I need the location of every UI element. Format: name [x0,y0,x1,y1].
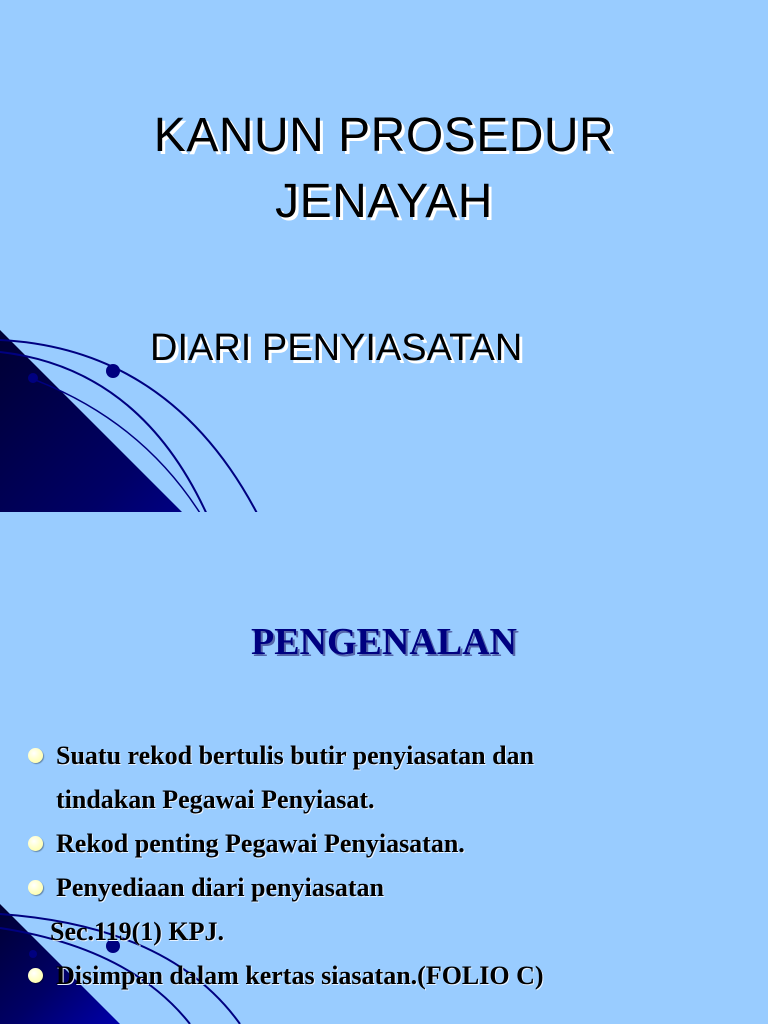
bullet-text: Suatu rekod bertulis butir penyiasatan dan [56,741,535,770]
bullet-item [28,954,748,998]
bullet-item [28,822,748,866]
bullet-text: tindakan Pegawai Penyiasat. [56,785,375,814]
bullet-list [28,734,748,998]
slide-subtitle: DIARI PENYIASATAN [150,327,523,369]
bullet-dot-icon [28,968,43,983]
content-slide [0,576,768,1024]
bullet-item [28,866,748,910]
bullet-dot-icon [28,748,43,763]
slide-title-line-1: KANUN PROSEDUR [153,109,615,162]
arc-dot [28,373,38,383]
bullet-dot-icon [28,836,43,851]
bullet-continuation [28,910,748,954]
bullet-text: Sec.119(1) KPJ. [50,917,225,946]
bullet-item [28,734,748,778]
bullet-text: Penyediaan diari penyiasatan [56,873,384,902]
bullet-continuation [28,778,748,822]
slide-title-line-2: JENAYAH [275,175,493,228]
corner-decoration [0,0,320,512]
section-heading: PENGENALAN [250,621,518,663]
arc-dot [106,364,120,378]
bullet-text: Rekod penting Pegawai Penyiasatan. [56,829,465,858]
bullet-text: Disimpan dalam kertas siasatan.(FOLIO C) [56,961,544,990]
bullet-dot-icon [28,880,43,895]
